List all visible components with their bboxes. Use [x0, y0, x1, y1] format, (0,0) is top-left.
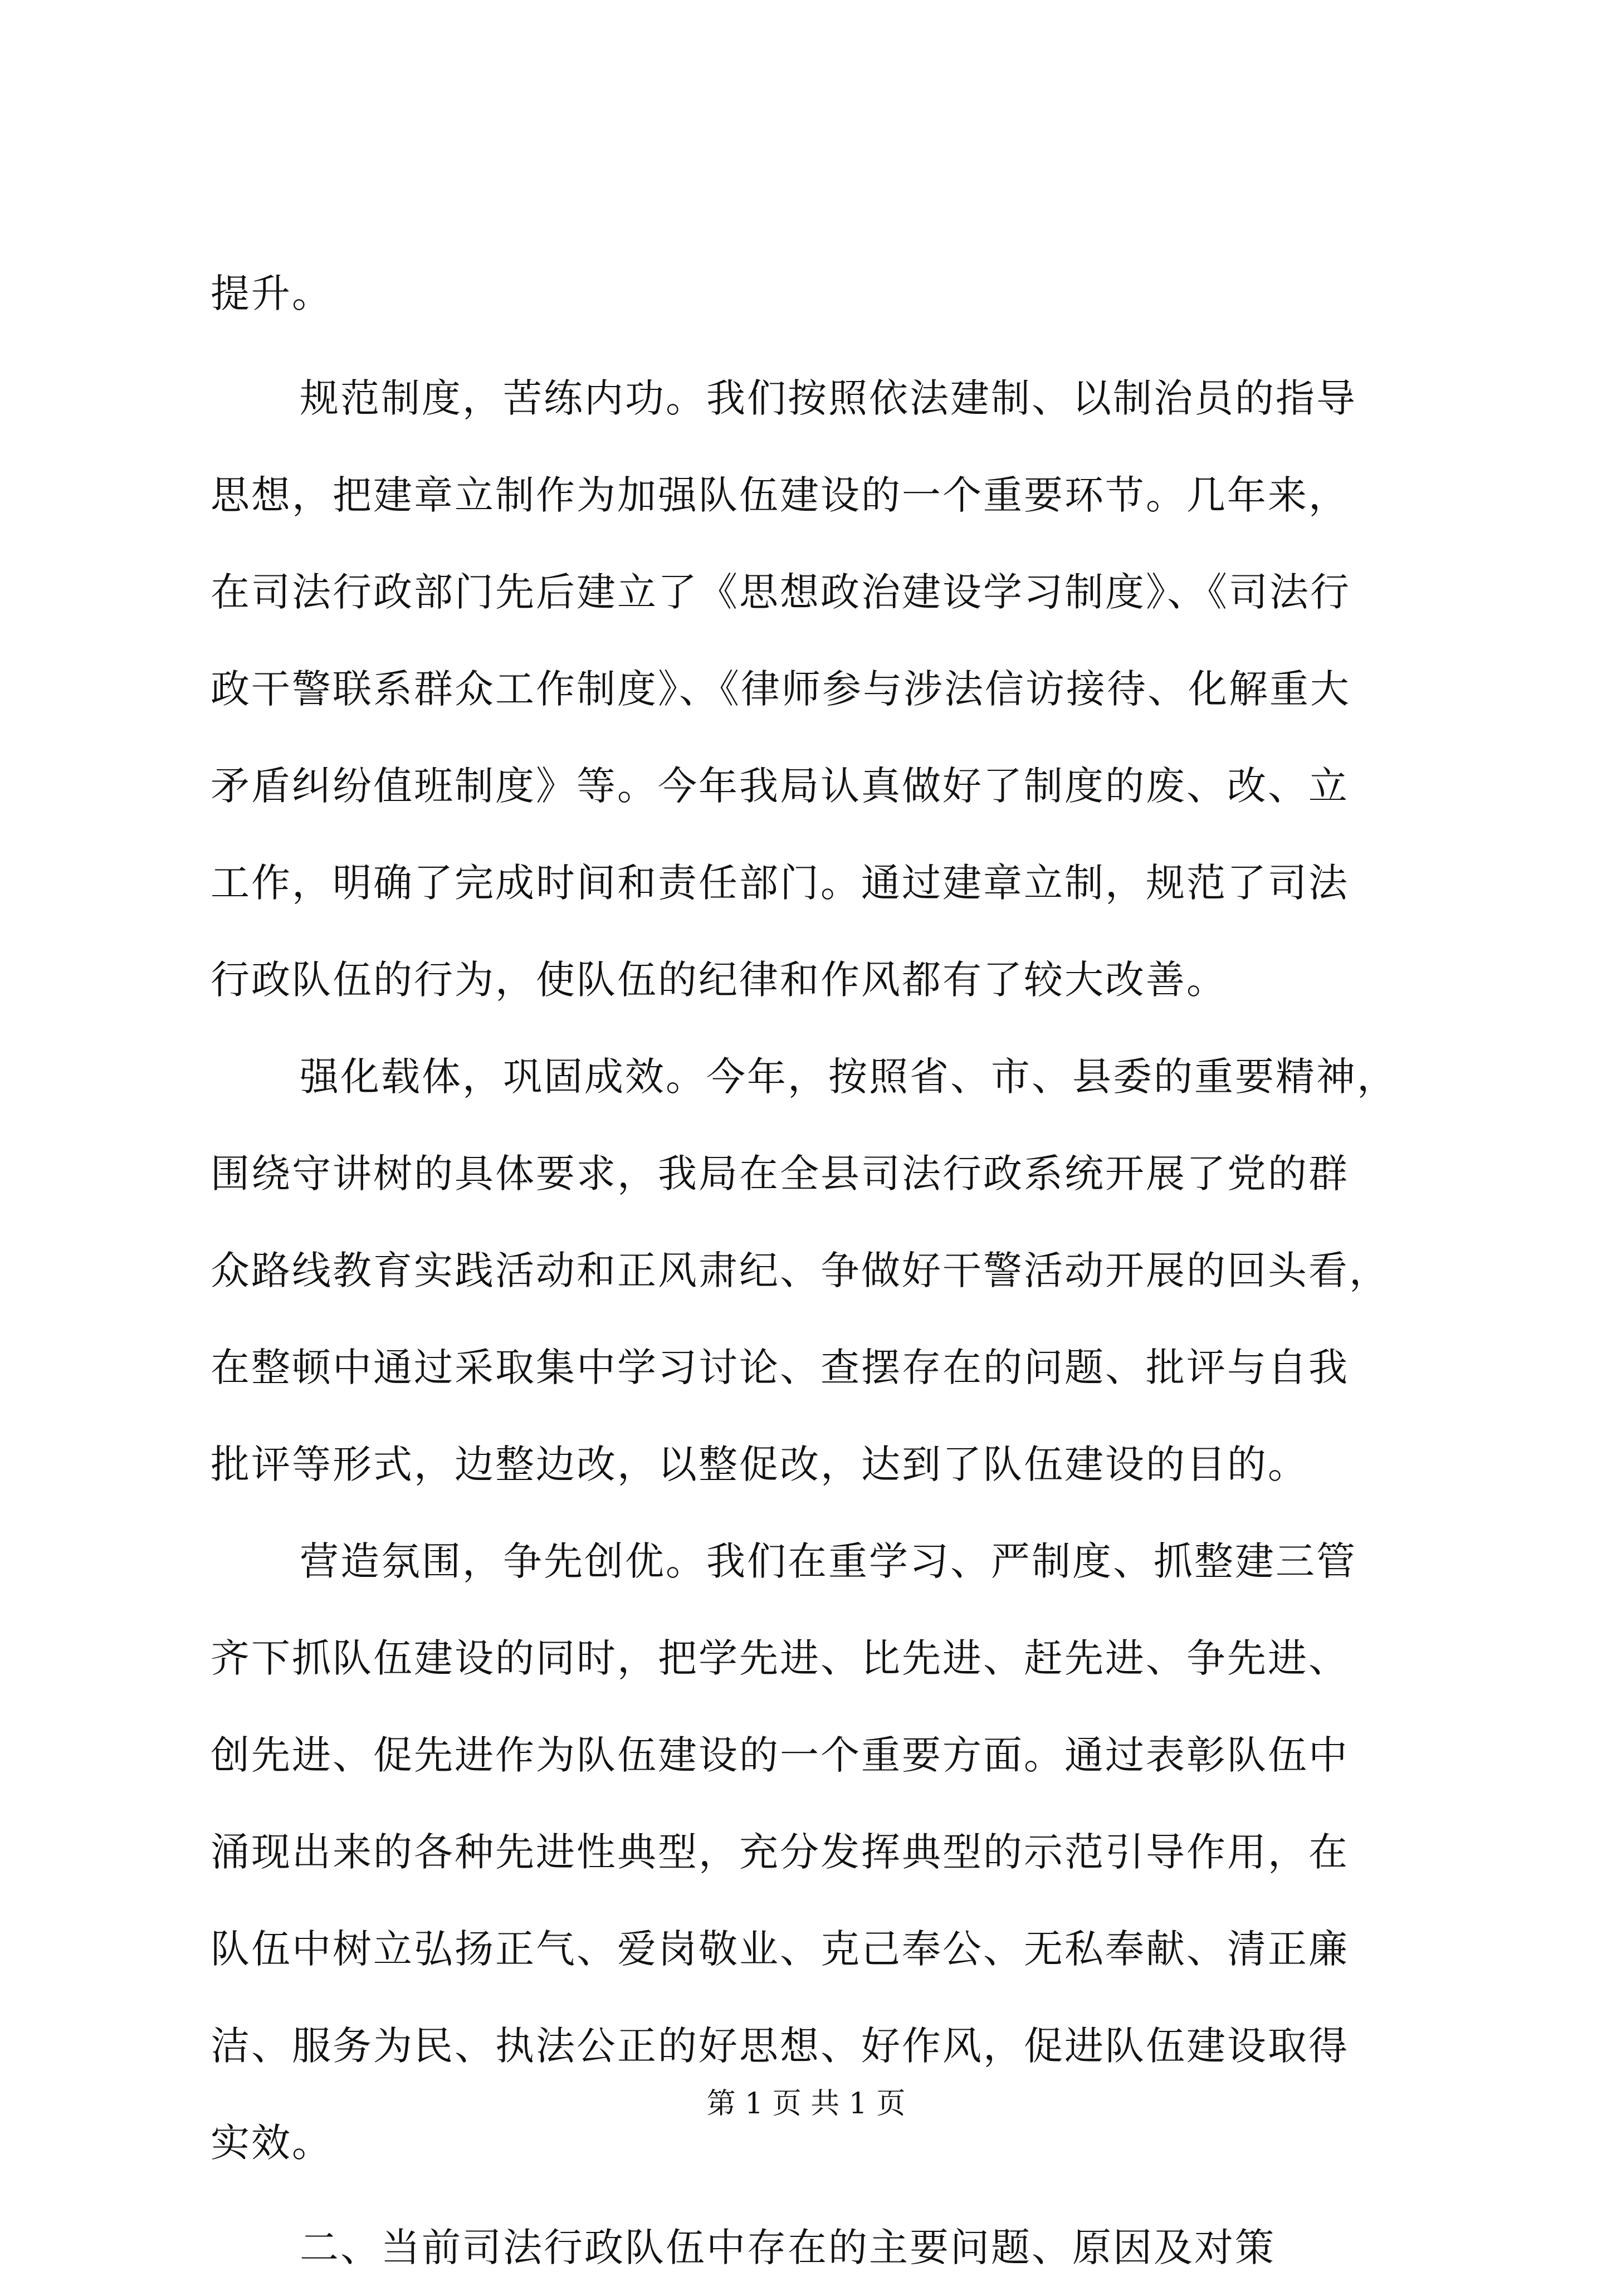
- text-line: 在司法行政部门先后建立了《思想政治建设学习制度》、《司法行: [211, 569, 1351, 615]
- text-line: 政干警联系群众工作制度》、《律师参与涉法信访接待、化解重大: [211, 666, 1351, 712]
- paragraph-heading-regulations: 规范制度，苦练内功。我们按照依法建制、以制治员的指导: [300, 375, 1357, 421]
- text-line: 行政队伍的行为，使队伍的纪律和作风都有了较大改善。: [211, 957, 1227, 1003]
- text-line: 在整顿中通过采取集中学习讨论、查摆存在的问题、批评与自我: [211, 1345, 1349, 1390]
- text-line: 涌现出来的各种先进性典型，充分发挥典型的示范引导作用，在: [211, 1829, 1349, 1875]
- text-line: 提升。: [211, 271, 333, 316]
- text-line: 洁、服务为民、执法公正的好思想、好作风，促进队伍建设取得: [211, 2023, 1349, 2069]
- page-number-footer: 第 1 页 共 1 页: [706, 2087, 906, 2121]
- text-line: 工作，明确了完成时间和责任部门。通过建章立制，规范了司法: [211, 860, 1349, 906]
- paragraph-heading-carrier: 强化载体，巩固成效。今年，按照省、市、县委的重要精神，: [300, 1054, 1398, 1100]
- text-line: 矛盾纠纷值班制度》等。今年我局认真做好了制度的废、改、立: [211, 763, 1349, 809]
- text-line: 思想，把建章立制作为加强队伍建设的一个重要环节。几年来，: [211, 472, 1349, 518]
- section-heading: 二、当前司法行政队伍中存在的主要问题、原因及对策: [300, 2225, 1276, 2270]
- text-line: 实效。: [211, 2120, 333, 2166]
- text-line: 围绕守讲树的具体要求，我局在全县司法行政系统开展了党的群: [211, 1151, 1349, 1196]
- text-line: 队伍中树立弘扬正气、爱岗敬业、克己奉公、无私奉献、清正廉: [211, 1926, 1349, 1972]
- text-line: 创先进、促先进作为队伍建设的一个重要方面。通过表彰队伍中: [211, 1732, 1349, 1778]
- text-line: 批评等形式，边整边改，以整促改，达到了队伍建设的目的。: [211, 1442, 1308, 1487]
- text-line: 齐下抓队伍建设的同时，把学先进、比先进、赶先进、争先进、: [211, 1635, 1349, 1681]
- text-line: 众路线教育实践活动和正风肃纪、争做好干警活动开展的回头看，: [211, 1248, 1390, 1293]
- document-body: [211, 245, 1414, 2296]
- paragraph-heading-atmosphere: 营造氛围，争先创优。我们在重学习、严制度、抓整建三管: [300, 1538, 1357, 1584]
